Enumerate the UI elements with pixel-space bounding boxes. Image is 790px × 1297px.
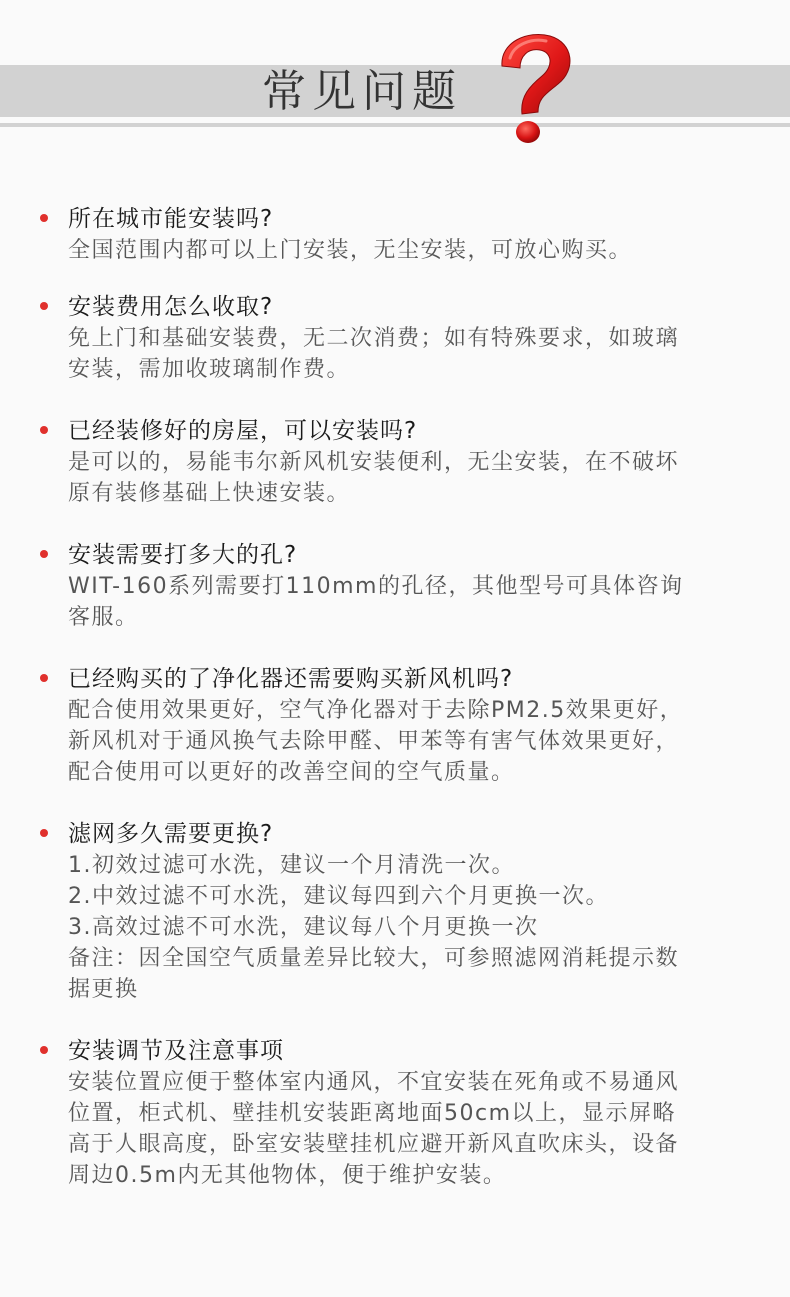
bullet-dot (40, 674, 48, 682)
faq-item (40, 1036, 770, 1191)
faq-question: 安装费用怎么收取? (68, 294, 274, 320)
faq-answer (68, 447, 770, 509)
answer-line: WIT-160系列需要打110mm的孔径，其他型号可具体咨询 (68, 574, 684, 599)
faq-item (40, 540, 770, 633)
bullet-dot (40, 1046, 48, 1054)
answer-line: 高于人眼高度，卧室安装壁挂机应避开新风直吹床头，设备 (68, 1132, 680, 1157)
answer-line: 备注：因全国空气质量差异比较大，可参照滤网消耗提示数 (68, 946, 680, 971)
page-title: 常见问题 (262, 66, 462, 117)
answer-line: 是可以的，易能韦尔新风机安装便利，无尘安装，在不破坏 (68, 450, 680, 475)
answer-line: 新风机对于通风换气去除甲醛、甲苯等有害气体效果更好， (68, 729, 680, 754)
faq-item (40, 819, 770, 1005)
faq-question: 已经装修好的房屋，可以安装吗? (68, 418, 418, 444)
answer-line: 配合使用效果更好，空气净化器对于去除PM2.5效果更好， (68, 698, 684, 723)
faq-item (40, 664, 770, 788)
bullet-dot (40, 426, 48, 434)
bullet-dot (40, 214, 48, 222)
answer-line: 安装，需加收玻璃制作费。 (68, 357, 351, 382)
faq-item (40, 292, 770, 385)
answer-line: 1.初效过滤可水洗，建议一个月清洗一次。 (68, 853, 515, 878)
faq-item (40, 204, 770, 266)
faq-answer (68, 235, 770, 266)
faq-question: 所在城市能安装吗? (68, 206, 274, 232)
answer-line: 位置，柜式机、壁挂机安装距离地面50cm以上，显示屏略 (68, 1101, 677, 1126)
answer-line: 安装位置应便于整体室内通风，不宜安装在死角或不易通风 (68, 1070, 680, 1095)
bullet-dot (40, 829, 48, 837)
faq-answer (68, 323, 770, 385)
banner-divider (0, 123, 790, 127)
faq-question: 已经购买的了净化器还需要购买新风机吗? (68, 666, 514, 692)
bullet-dot (40, 550, 48, 558)
answer-line: 客服。 (68, 605, 139, 630)
faq-answer (68, 850, 770, 1005)
faq-question: 安装需要打多大的孔? (68, 542, 298, 568)
answer-line: 配合使用可以更好的改善空间的空气质量。 (68, 760, 515, 785)
faq-list (40, 204, 770, 1191)
faq-question: 滤网多久需要更换? (68, 821, 274, 847)
question-mark-icon (488, 28, 578, 150)
faq-answer (68, 1067, 770, 1191)
answer-line: 3.高效过滤不可水洗，建议每八个月更换一次 (68, 915, 539, 940)
answer-line: 周边0.5m内无其他物体，便于维护安装。 (68, 1163, 507, 1188)
answer-line: 据更换 (68, 977, 139, 1002)
answer-line: 全国范围内都可以上门安装，无尘安装，可放心购买。 (68, 238, 633, 263)
answer-line: 原有装修基础上快速安装。 (68, 481, 351, 506)
faq-answer (68, 695, 770, 788)
bullet-dot (40, 302, 48, 310)
answer-line: 2.中效过滤不可水洗，建议每四到六个月更换一次。 (68, 884, 609, 909)
answer-line: 免上门和基础安装费，无二次消费；如有特殊要求，如玻璃 (68, 326, 680, 351)
faq-question: 安装调节及注意事项 (68, 1038, 284, 1064)
faq-item (40, 416, 770, 509)
faq-answer (68, 571, 770, 633)
